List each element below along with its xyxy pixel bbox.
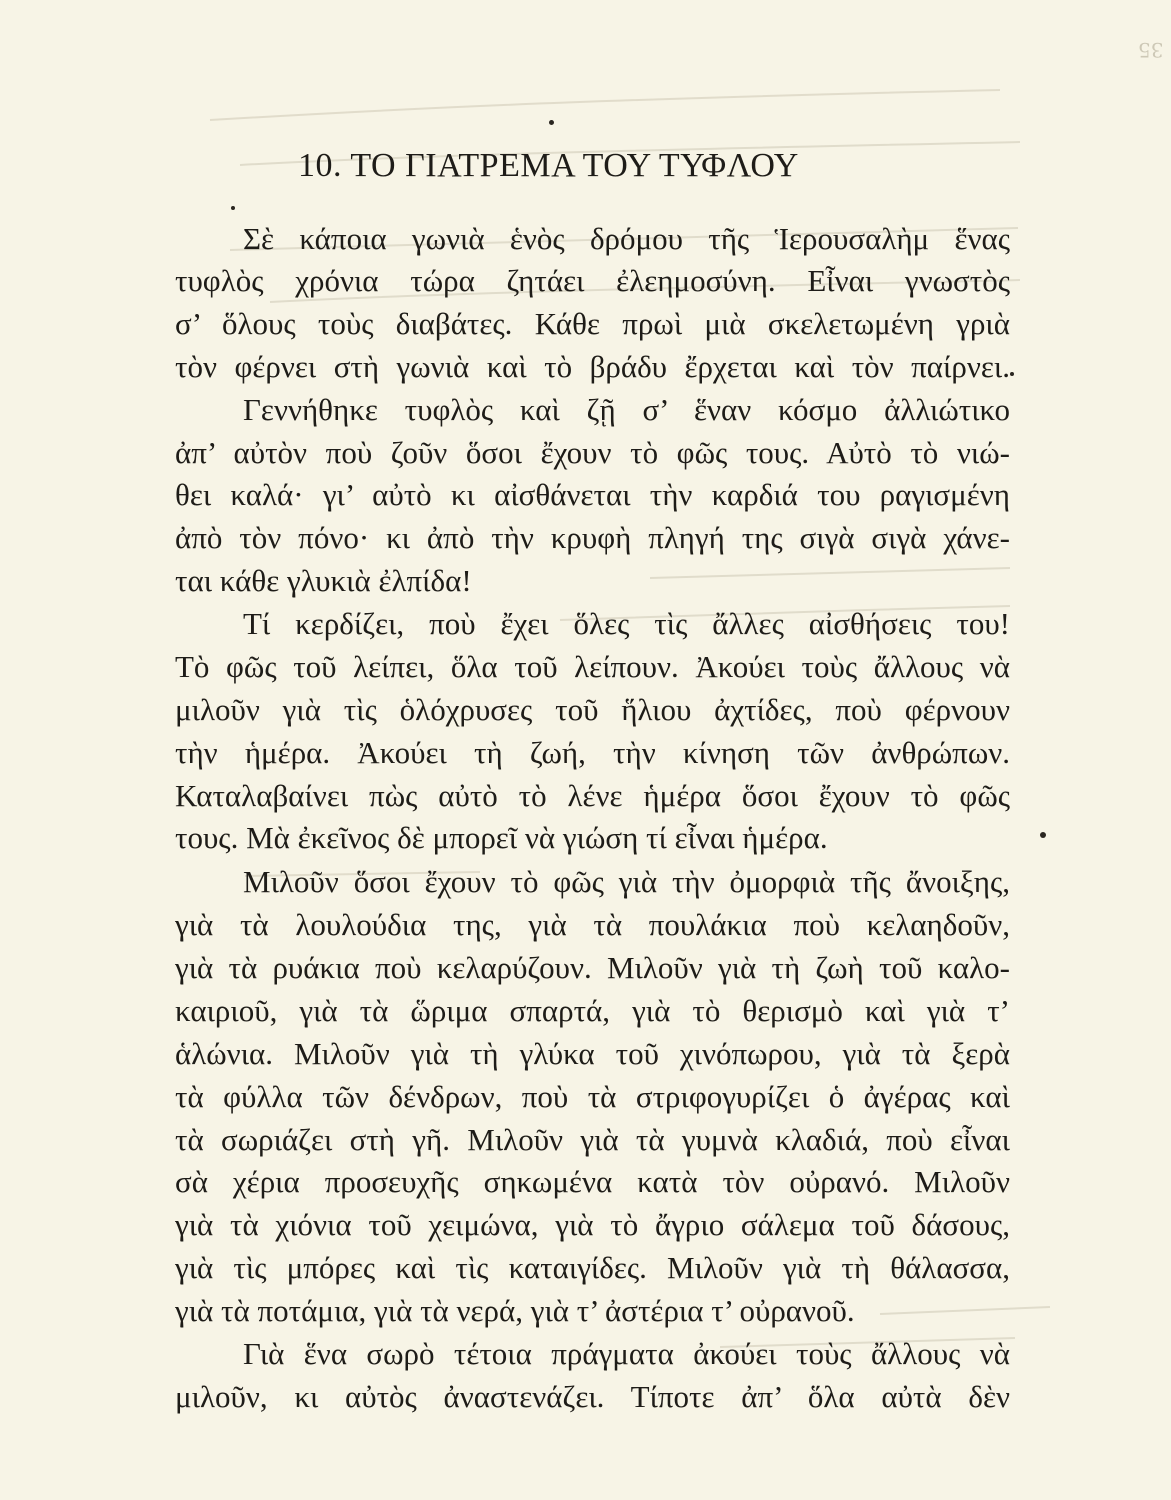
paragraph-1-line-1: Σὲ κάποια γωνιὰ ἑνὸς δρόμου τῆς Ἱερουσαλὴμ ἕνας bbox=[243, 221, 1010, 256]
paragraph-2-line-5: ται κάθε γλυκιὰ ἐλπίδα! bbox=[175, 563, 472, 598]
paragraph-2-line-3: θει καλά· γι’ αὐτὸ κι αἰσθάνεται τὴν καρδιά του ραγισμένη bbox=[175, 477, 1010, 512]
paragraph-3-line-2: Τὸ φῶς τοῦ λείπει, ὅλα τοῦ λείπουν. Ἀκούει τοὺς ἄλλους νὰ bbox=[175, 649, 1010, 684]
page-number: 35 bbox=[1138, 38, 1164, 62]
paragraph-4-line-11: γιὰ τὰ ποτάμια, γιὰ τὰ νερά, γιὰ τ’ ἀστέρια τ’ οὐρανοῦ. bbox=[175, 1293, 855, 1328]
paragraph-4-line-9: γιὰ τὰ χιόνια τοῦ χειμώνα, γιὰ τὸ ἄγριο σάλεμα τοῦ δάσους, bbox=[175, 1207, 1010, 1242]
paragraph-2-line-2: ἀπ’ αὐτὸν ποὺ ζοῦν ὅσοι ἔχουν τὸ φῶς τους. Αὐτὸ τὸ νιώ- bbox=[175, 435, 1010, 470]
ink-speck bbox=[1040, 832, 1046, 838]
paragraph-4-line-4: καιριοῦ, γιὰ τὰ ὥριμα σπαρτά, γιὰ τὸ θερισμὸ καὶ γιὰ τ’ bbox=[175, 993, 1010, 1028]
paragraph-3-line-5: Καταλαβαίνει πὼς αὐτὸ τὸ λένε ἡμέρα ὅσοι ἔχουν τὸ φῶς bbox=[175, 778, 1010, 813]
paragraph-5-line-1: Γιὰ ἕνα σωρὸ τέτοια πράγματα ἀκούει τοὺς ἄλλους νὰ bbox=[243, 1336, 1010, 1371]
paragraph-3-line-1: Τί κερδίζει, ποὺ ἔχει ὅλες τὶς ἄλλες αἰσθήσεις του! bbox=[243, 606, 1010, 641]
ink-speck bbox=[231, 206, 235, 210]
ink-speck bbox=[1010, 372, 1014, 376]
paragraph-1-line-2: τυφλὸς χρόνια τώρα ζητάει ἐλεημοσύνη. Εἶναι γνωστὸς bbox=[175, 263, 1010, 298]
paragraph-2-line-1: Γεννήθηκε τυφλὸς καὶ ζῇ σ’ ἕναν κόσμο ἀλλιώτικο bbox=[243, 392, 1010, 427]
paragraph-5-line-2: μιλοῦν, κι αὐτὸς ἀναστενάζει. Τίποτε ἀπ’ ὅλα αὐτὰ δὲν bbox=[175, 1379, 1010, 1414]
bleed-stroke bbox=[210, 90, 1000, 120]
paragraph-4-line-8: σὰ χέρια προσευχῆς σηκωμένα κατὰ τὸν οὐρανό. Μιλοῦν bbox=[175, 1164, 1010, 1199]
chapter-heading: 10. ΤΟ ΓΙΑΤΡΕΜΑ ΤΟΥ ΤΥΦΛΟΥ bbox=[298, 147, 799, 184]
paragraph-4-line-5: ἁλώνια. Μιλοῦν γιὰ τὴ γλύκα τοῦ χινόπωρου, γιὰ τὰ ξερὰ bbox=[175, 1036, 1010, 1071]
paragraph-4-line-10: γιὰ τὶς μπόρες καὶ τὶς καταιγίδες. Μιλοῦν γιὰ τὴ θάλασσα, bbox=[175, 1250, 1010, 1285]
paragraph-1-line-3: σ’ ὅλους τοὺς διαβάτες. Κάθε πρωὶ μιὰ σκελετωμένη γριὰ bbox=[175, 306, 1010, 341]
paragraph-4-line-3: γιὰ τὰ ρυάκια ποὺ κελαρύζουν. Μιλοῦν γιὰ τὴ ζωὴ τοῦ καλο- bbox=[175, 950, 1010, 985]
paragraph-4-line-6: τὰ φύλλα τῶν δένδρων, ποὺ τὰ στριφογυρίζει ὁ ἀγέρας καὶ bbox=[175, 1079, 1010, 1114]
paragraph-3-line-3: μιλοῦν γιὰ τὶς ὁλόχρυσες τοῦ ἥλιου ἀχτίδες, ποὺ φέρνουν bbox=[175, 692, 1010, 727]
paragraph-1-line-4: τὸν φέρνει στὴ γωνιὰ καὶ τὸ βράδυ ἔρχεται καὶ τὸν παίρνει. bbox=[175, 349, 1010, 384]
paragraph-2-line-4: ἀπὸ τὸν πόνο· κι ἀπὸ τὴν κρυφὴ πληγή της σιγὰ σιγὰ χάνε- bbox=[175, 520, 1010, 555]
paragraph-3-line-6: τους. Μὰ ἐκεῖνος δὲ μπορεῖ νὰ γιώση τί εἶναι ἡμέρα. bbox=[175, 820, 828, 855]
ink-speck bbox=[549, 120, 554, 125]
paragraph-4-line-2: γιὰ τὰ λουλούδια της, γιὰ τὰ πουλάκια ποὺ κελαηδοῦν, bbox=[175, 907, 1010, 942]
paragraph-4-line-7: τὰ σωριάζει στὴ γῆ. Μιλοῦν γιὰ τὰ γυμνὰ κλαδιά, ποὺ εἶναι bbox=[175, 1122, 1010, 1157]
paragraph-4-line-1: Μιλοῦν ὅσοι ἔχουν τὸ φῶς γιὰ τὴν ὀμορφιὰ τῆς ἄνοιξης, bbox=[243, 864, 1010, 899]
paragraph-3-line-4: τὴν ἡμέρα. Ἀκούει τὴ ζωή, τὴν κίνηση τῶν ἀνθρώπων. bbox=[175, 735, 1010, 770]
